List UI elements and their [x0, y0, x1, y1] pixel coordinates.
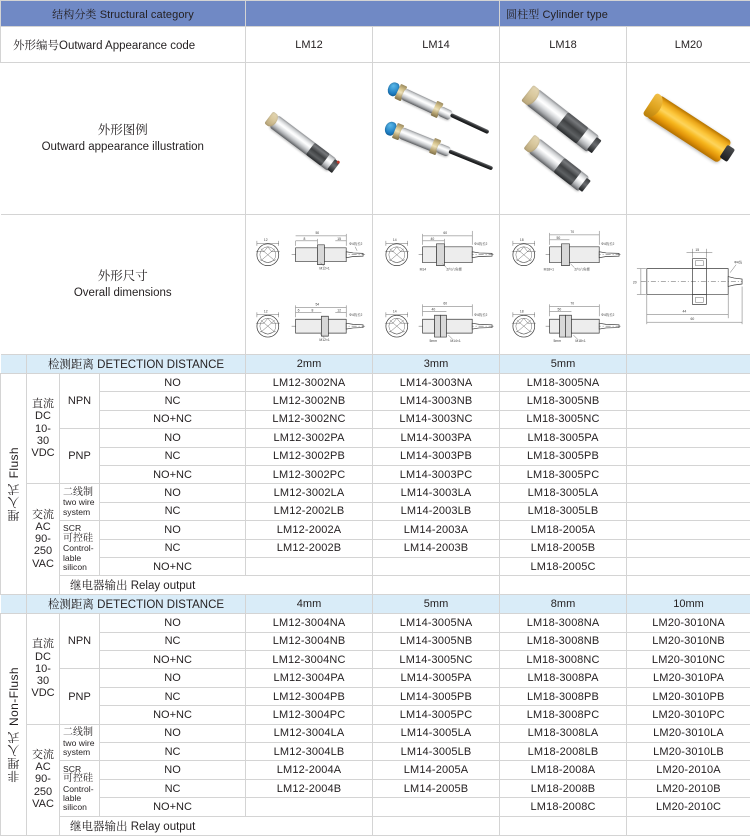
nonflush-state-2: NO+NC: [100, 651, 246, 669]
svg-text:Φ4线长2: Φ4线长2: [601, 241, 614, 246]
cylinder-type-cell: [500, 1, 750, 27]
nonflush-part-0-lm14: LM14-3005NA: [373, 614, 500, 632]
dc-label-line1: DC: [35, 410, 51, 422]
svg-text:5mm: 5mm: [554, 339, 562, 343]
detection-label-cn-2: 检测距离: [48, 597, 94, 611]
nonflush-label-cn: 非埋入式: [7, 730, 21, 782]
outward-code-label-en: Outward Appearance code: [59, 40, 195, 52]
nonflush-distance-lm20: 10mm: [627, 595, 750, 614]
model-code-lm14: LM14: [373, 27, 500, 63]
flush-part-1-lm12: LM12-3002NB: [246, 392, 373, 410]
ac-label-cn-2: 交流: [32, 748, 54, 761]
nonflush-distance-lm14: 5mm: [373, 595, 500, 614]
nonflush-part-10-lm14: [373, 798, 500, 816]
nonflush-pnp-label: PNP: [60, 669, 100, 724]
flush-part-6-lm20: [627, 484, 750, 502]
nonflush-part-8-lm12: LM12-2004A: [246, 761, 373, 779]
scr-label-en4: silicon: [63, 562, 87, 572]
spacer-cell: [246, 1, 500, 27]
nonflush-state-3: NO: [100, 669, 246, 687]
flush-part-10-lm12: [246, 557, 373, 575]
svg-text:M12×1: M12×1: [319, 338, 329, 342]
nonflush-part-2-lm12: LM12-3004NC: [246, 651, 373, 669]
two-wire-label-cn: 二线制: [63, 488, 99, 499]
nonflush-part-4-lm12: LM12-3004PB: [246, 687, 373, 705]
svg-text:15: 15: [337, 237, 341, 241]
flush-relay-lm14: [500, 576, 627, 595]
svg-text:M18×1: M18×1: [544, 268, 554, 272]
nonflush-state-6: NO: [100, 724, 246, 742]
nonflush-part-5-lm18: LM18-3008PC: [500, 706, 627, 724]
model-code-lm18: LM18: [500, 27, 627, 63]
dimension-drawing-lm20: [627, 215, 750, 355]
outward-code-label-cn: 外形编号: [13, 38, 59, 52]
flush-state-1: NC: [100, 392, 246, 410]
flush-part-2-lm18: LM18-3005NC: [500, 410, 627, 428]
two-wire-label-en2: system: [63, 507, 90, 517]
dc-label-line2-2: 10-: [35, 663, 51, 675]
relay-label-cn-2: 继电器输出: [70, 819, 128, 833]
nonflush-part-1-lm18: LM18-3008NB: [500, 632, 627, 650]
flush-state-2: NO+NC: [100, 410, 246, 428]
nonflush-part-2-lm20: LM20-3010NC: [627, 651, 750, 669]
nonflush-part-9-lm14: LM14-2005B: [373, 779, 500, 797]
svg-text:20: 20: [633, 281, 637, 285]
dc-label-cn: 直流: [32, 397, 54, 410]
structural-category-band: [1, 1, 750, 27]
nonflush-state-5: NO+NC: [100, 706, 246, 724]
scr-label-en3-2: lable: [63, 793, 81, 803]
nonflush-npn-label: NPN: [60, 614, 100, 669]
flush-part-5-lm14: LM14-3003PC: [373, 465, 500, 483]
nonflush-state-10: NO+NC: [100, 798, 246, 816]
svg-text:18: 18: [520, 309, 524, 313]
flush-relay-lm18: [627, 576, 750, 595]
appearance-label-cn: 外形图例: [1, 120, 246, 139]
scr-label-en3: lable: [63, 553, 81, 563]
ac-label-line1: AC: [35, 521, 50, 533]
flush-relay-output-row: [1, 576, 750, 595]
nonflush-part-6-lm12: LM12-3004LA: [246, 724, 373, 742]
detection-label-cn: 检测距离: [48, 357, 94, 371]
flush-part-6-lm14: LM14-3003LA: [373, 484, 500, 502]
flush-part-1-lm18: LM18-3005NB: [500, 392, 627, 410]
table-row: [1, 669, 750, 687]
nonflush-part-7-lm14: LM14-3005LB: [373, 743, 500, 761]
flush-detection-distance-label: [27, 355, 246, 374]
nonflush-part-6-lm18: LM18-3008LA: [500, 724, 627, 742]
nonflush-relay-output-row: [1, 816, 750, 835]
nonflush-ac-voltage-label: [27, 724, 60, 835]
nonflush-relay-lm12: [373, 816, 500, 835]
dimension-drawing-lm18: [500, 215, 627, 355]
nonflush-relay-lm14: [500, 816, 627, 835]
ac-label-line2: 90-: [35, 533, 51, 545]
nonflush-part-0-lm12: LM12-3004NA: [246, 614, 373, 632]
dimensions-label-en: Overall dimensions: [74, 287, 172, 299]
flush-part-2-lm14: LM14-3003NC: [373, 410, 500, 428]
flush-part-10-lm20: [627, 557, 750, 575]
table-row: [1, 761, 750, 779]
svg-text:50: 50: [315, 231, 319, 235]
svg-text:M18×1: M18×1: [575, 339, 585, 343]
svg-text:60: 60: [691, 317, 695, 321]
flush-part-10-lm18: LM18-2005C: [500, 557, 627, 575]
table-row: [1, 502, 750, 520]
two-wire-label-en1: two wire: [63, 497, 95, 507]
nonflush-part-8-lm18: LM18-2008A: [500, 761, 627, 779]
table-row: [1, 392, 750, 410]
dimension-drawing-lm12: [246, 215, 373, 355]
svg-text:Φ4线长2: Φ4线长2: [349, 312, 362, 317]
svg-text:5mm: 5mm: [430, 339, 438, 343]
flush-state-10: NO+NC: [100, 557, 246, 575]
flush-scr-label: [60, 521, 100, 576]
table-row: [1, 465, 750, 483]
nonflush-section-label: [1, 614, 27, 835]
two-wire-label-cn-2: 二线制: [63, 728, 99, 739]
product-photo-lm14: [373, 63, 500, 215]
nonflush-part-9-lm12: LM12-2004B: [246, 779, 373, 797]
nonflush-part-10-lm18: LM18-2008C: [500, 798, 627, 816]
svg-text:44: 44: [683, 309, 687, 313]
nonflush-detection-distance-row: [1, 595, 750, 614]
table-row: [1, 724, 750, 742]
flush-ac-voltage-label: [27, 484, 60, 595]
flush-state-5: NO+NC: [100, 465, 246, 483]
scr-label-cn: 可控硅: [63, 534, 99, 545]
flush-relay-lm12: [373, 576, 500, 595]
table-row: [1, 429, 750, 447]
ac-label-line2-2: 90-: [35, 773, 51, 785]
nonflush-part-3-lm20: LM20-3010PA: [627, 669, 750, 687]
nonflush-part-6-lm14: LM14-3005LA: [373, 724, 500, 742]
flush-part-8-lm18: LM18-2005A: [500, 521, 627, 539]
dc-label-line4-2: VDC: [31, 687, 54, 699]
nonflush-part-3-lm14: LM14-3005PA: [373, 669, 500, 687]
flush-part-4-lm18: LM18-3005PB: [500, 447, 627, 465]
flush-part-1-lm20: [627, 392, 750, 410]
table-row: [1, 447, 750, 465]
dc-label-line4: VDC: [31, 447, 54, 459]
svg-text:Φ4线: Φ4线: [734, 260, 743, 265]
dimensions-label-cn: 外形尺寸: [1, 266, 246, 285]
product-photo-lm12: [246, 63, 373, 215]
flush-section-label: [1, 374, 27, 595]
flush-part-10-lm14: [373, 557, 500, 575]
svg-text:14: 14: [393, 309, 397, 313]
flush-part-3-lm14: LM14-3003PA: [373, 429, 500, 447]
flush-part-0-lm20: [627, 374, 750, 392]
dc-label-line3-2: 30: [37, 675, 49, 687]
flush-dc-voltage-label: [27, 374, 60, 484]
flush-distance-lm12: 2mm: [246, 355, 373, 374]
svg-text:12: 12: [264, 238, 268, 242]
svg-text:2内六角螺: 2内六角螺: [574, 267, 590, 272]
ac-label-line3: 250: [34, 545, 52, 557]
flush-part-7-lm12: LM12-2002LB: [246, 502, 373, 520]
ac-label-line3-2: 250: [34, 786, 52, 798]
table-row: [1, 410, 750, 428]
scr-label-en2: Control-: [63, 543, 94, 553]
structural-category-label-cn: 结构分类: [52, 8, 96, 21]
svg-text:Φ4线长2: Φ4线长2: [349, 241, 362, 246]
flush-part-7-lm18: LM18-3005LB: [500, 502, 627, 520]
scr-label-en1: SCR: [63, 523, 81, 533]
nonflush-part-7-lm18: LM18-2008LB: [500, 743, 627, 761]
table-row: [1, 651, 750, 669]
dimension-drawing-lm14: [373, 215, 500, 355]
dc-label-line2: 10-: [35, 423, 51, 435]
drawing-svg-lm20: [627, 215, 750, 354]
nonflush-label-en: Non-Flush: [7, 667, 21, 726]
flush-part-4-lm20: [627, 447, 750, 465]
flush-state-6: NO: [100, 484, 246, 502]
dc-label-cn-2: 直流: [32, 637, 54, 650]
outward-code-label: [1, 27, 246, 63]
nonflush-part-9-lm20: LM20-2010B: [627, 779, 750, 797]
svg-text:54: 54: [315, 302, 319, 306]
flush-state-8: NO: [100, 521, 246, 539]
flush-part-5-lm20: [627, 465, 750, 483]
table-row: [1, 557, 750, 575]
cylinder-type-label-cn: 圆柱型: [506, 8, 539, 21]
svg-text:50: 50: [557, 236, 561, 240]
svg-text:8: 8: [304, 237, 306, 241]
nonflush-part-8-lm20: LM20-2010A: [627, 761, 750, 779]
dc-label-line1-2: DC: [35, 651, 51, 663]
nonflush-part-1-lm12: LM12-3004NB: [246, 632, 373, 650]
svg-text:40: 40: [432, 307, 436, 311]
table-row: [1, 687, 750, 705]
model-code-lm20: LM20: [627, 27, 750, 63]
flush-part-8-lm14: LM14-2003A: [373, 521, 500, 539]
ac-label-cn: 交流: [32, 508, 54, 521]
nonflush-two-wire-label: [60, 724, 100, 761]
nonflush-part-5-lm20: LM20-3010PC: [627, 706, 750, 724]
flush-part-2-lm12: LM12-3002NC: [246, 410, 373, 428]
nonflush-part-10-lm20: LM20-2010C: [627, 798, 750, 816]
nonflush-relay-output-label: [60, 816, 373, 835]
nonflush-state-4: NC: [100, 687, 246, 705]
svg-text:18: 18: [520, 238, 524, 242]
nonflush-part-3-lm18: LM18-3008PA: [500, 669, 627, 687]
flush-part-7-lm14: LM14-2003LB: [373, 502, 500, 520]
ac-label-line4: VAC: [32, 558, 54, 570]
svg-text:12: 12: [337, 308, 341, 312]
nonflush-part-5-lm12: LM12-3004PC: [246, 706, 373, 724]
flush-state-3: NO: [100, 429, 246, 447]
table-row: [1, 539, 750, 557]
scr-label-cn-2: 可控硅: [63, 774, 99, 785]
nonflush-part-0-lm18: LM18-3008NA: [500, 614, 627, 632]
overall-dimensions-row: [1, 215, 750, 355]
nonflush-part-4-lm20: LM20-3010PB: [627, 687, 750, 705]
nonflush-part-4-lm14: LM14-3005PB: [373, 687, 500, 705]
table-row: [1, 706, 750, 724]
svg-text:60: 60: [443, 301, 447, 305]
flush-part-7-lm20: [627, 502, 750, 520]
svg-text:Φ4线长2: Φ4线长2: [601, 312, 614, 317]
nonflush-part-1-lm14: LM14-3005NB: [373, 632, 500, 650]
nonflush-state-9: NC: [100, 779, 246, 797]
flush-part-0-lm12: LM12-3002NA: [246, 374, 373, 392]
nonflush-part-7-lm20: LM20-3010LB: [627, 743, 750, 761]
flush-state-7: NC: [100, 502, 246, 520]
svg-text:12: 12: [264, 309, 268, 313]
nonflush-side-spacer: [1, 595, 27, 614]
two-wire-label-en1-2: two wire: [63, 738, 95, 748]
svg-text:Φ4线长2: Φ4线长2: [474, 312, 487, 317]
product-photo-lm20: [627, 63, 750, 215]
nonflush-state-1: NC: [100, 632, 246, 650]
flush-part-9-lm20: [627, 539, 750, 557]
table-row: [1, 779, 750, 797]
nonflush-part-2-lm14: LM14-3005NC: [373, 651, 500, 669]
dc-label-line3: 30: [37, 435, 49, 447]
detection-label-en: DETECTION DISTANCE: [97, 359, 224, 371]
nonflush-part-5-lm14: LM14-3005PC: [373, 706, 500, 724]
table-row: [1, 374, 750, 392]
flush-state-9: NC: [100, 539, 246, 557]
svg-text:70: 70: [570, 301, 574, 305]
nonflush-part-10-lm12: [246, 798, 373, 816]
flush-label-cn: 埋入式: [7, 482, 21, 521]
nonflush-state-8: NO: [100, 761, 246, 779]
flush-detection-distance-row: [1, 355, 750, 374]
flush-part-3-lm20: [627, 429, 750, 447]
flush-part-5-lm18: LM18-3005PC: [500, 465, 627, 483]
appearance-illustration-row: [1, 63, 750, 215]
scr-label-en2-2: Control-: [63, 784, 94, 794]
nonflush-part-1-lm20: LM20-3010NB: [627, 632, 750, 650]
cylinder-type-label-en: Cylinder type: [543, 9, 609, 21]
flush-part-8-lm20: [627, 521, 750, 539]
structural-category-label-en: Structural category: [100, 9, 194, 21]
flush-part-9-lm18: LM18-2005B: [500, 539, 627, 557]
nonflush-scr-label: [60, 761, 100, 816]
nonflush-distance-lm12: 4mm: [246, 595, 373, 614]
nonflush-part-3-lm12: LM12-3004PA: [246, 669, 373, 687]
nonflush-part-6-lm20: LM20-3010LA: [627, 724, 750, 742]
product-photo-lm18: [500, 63, 627, 215]
flush-part-9-lm12: LM12-2002B: [246, 539, 373, 557]
nonflush-part-7-lm12: LM12-3004LB: [246, 743, 373, 761]
flush-part-3-lm18: LM18-3005PA: [500, 429, 627, 447]
flush-pnp-label: PNP: [60, 429, 100, 484]
scr-label-en4-2: silicon: [63, 802, 87, 812]
flush-distance-lm20: [627, 355, 750, 374]
nonflush-part-8-lm14: LM14-2005A: [373, 761, 500, 779]
relay-label-cn: 继电器输出: [70, 578, 128, 592]
flush-state-4: NC: [100, 447, 246, 465]
flush-distance-lm14: 3mm: [373, 355, 500, 374]
svg-text:M12×1: M12×1: [319, 267, 329, 271]
flush-distance-lm18: 5mm: [500, 355, 627, 374]
flush-part-5-lm12: LM12-3002PC: [246, 465, 373, 483]
flush-part-1-lm14: LM14-3003NB: [373, 392, 500, 410]
flush-part-9-lm14: LM14-2003B: [373, 539, 500, 557]
appearance-label-en: Outward appearance illustration: [42, 141, 204, 153]
flush-part-3-lm12: LM12-3002PA: [246, 429, 373, 447]
nonflush-state-7: NC: [100, 743, 246, 761]
svg-text:70: 70: [570, 230, 574, 234]
overall-dimensions-label: [1, 215, 246, 355]
nonflush-part-2-lm18: LM18-3008NC: [500, 651, 627, 669]
svg-text:Φ4线长2: Φ4线长2: [474, 241, 487, 246]
nonflush-state-0: NO: [100, 614, 246, 632]
model-code-lm12: LM12: [246, 27, 373, 63]
appearance-illustration-label: [1, 63, 246, 215]
table-row: [1, 632, 750, 650]
flush-relay-output-label: [60, 576, 373, 595]
drawing-svg-lm12: [246, 215, 372, 354]
svg-text:2内六角螺: 2内六角螺: [446, 267, 462, 272]
svg-text:8: 8: [312, 308, 314, 312]
nonflush-dc-voltage-label: [27, 614, 60, 724]
ac-label-line4-2: VAC: [32, 798, 54, 810]
table-row: [1, 743, 750, 761]
nonflush-relay-lm18: [627, 816, 750, 835]
table-row: [1, 798, 750, 816]
relay-label-en: Relay output: [131, 580, 196, 592]
drawing-svg-lm14: [373, 215, 499, 354]
nonflush-distance-lm18: 8mm: [500, 595, 627, 614]
nonflush-part-0-lm20: LM20-3010NA: [627, 614, 750, 632]
svg-text:M14: M14: [420, 268, 427, 272]
svg-text:15: 15: [695, 248, 699, 252]
flush-part-4-lm12: LM12-3002PB: [246, 447, 373, 465]
flush-part-0-lm18: LM18-3005NA: [500, 374, 627, 392]
flush-npn-label: NPN: [60, 374, 100, 429]
flush-state-0: NO: [100, 374, 246, 392]
table-row: [1, 484, 750, 502]
detection-label-en-2: DETECTION DISTANCE: [97, 599, 224, 611]
flush-part-6-lm12: LM12-3002LA: [246, 484, 373, 502]
table-row: [1, 614, 750, 632]
flush-part-8-lm12: LM12-2002A: [246, 521, 373, 539]
table-row: [1, 521, 750, 539]
flush-side-spacer: [1, 355, 27, 374]
relay-label-en-2: Relay output: [131, 821, 196, 833]
flush-part-2-lm20: [627, 410, 750, 428]
outward-code-row: [1, 27, 750, 63]
flush-two-wire-label: [60, 484, 100, 521]
flush-part-0-lm14: LM14-3003NA: [373, 374, 500, 392]
scr-label-en1-2: SCR: [63, 764, 81, 774]
flush-part-6-lm18: LM18-3005LA: [500, 484, 627, 502]
structural-category-cell: [1, 1, 246, 27]
nonflush-part-4-lm18: LM18-3008PB: [500, 687, 627, 705]
nonflush-detection-distance-label: [27, 595, 246, 614]
flush-part-4-lm14: LM14-3003PB: [373, 447, 500, 465]
svg-text:60: 60: [443, 231, 447, 235]
svg-text:50: 50: [558, 307, 562, 311]
two-wire-label-en2-2: system: [63, 747, 90, 757]
flush-label-en: Flush: [7, 447, 21, 478]
drawing-svg-lm18: [500, 215, 626, 354]
svg-text:M14×1: M14×1: [450, 339, 460, 343]
ac-label-line1-2: AC: [35, 761, 50, 773]
svg-text:14: 14: [393, 238, 397, 242]
nonflush-part-9-lm18: LM18-2008B: [500, 779, 627, 797]
svg-text:40: 40: [431, 237, 435, 241]
svg-text:6: 6: [298, 308, 300, 312]
